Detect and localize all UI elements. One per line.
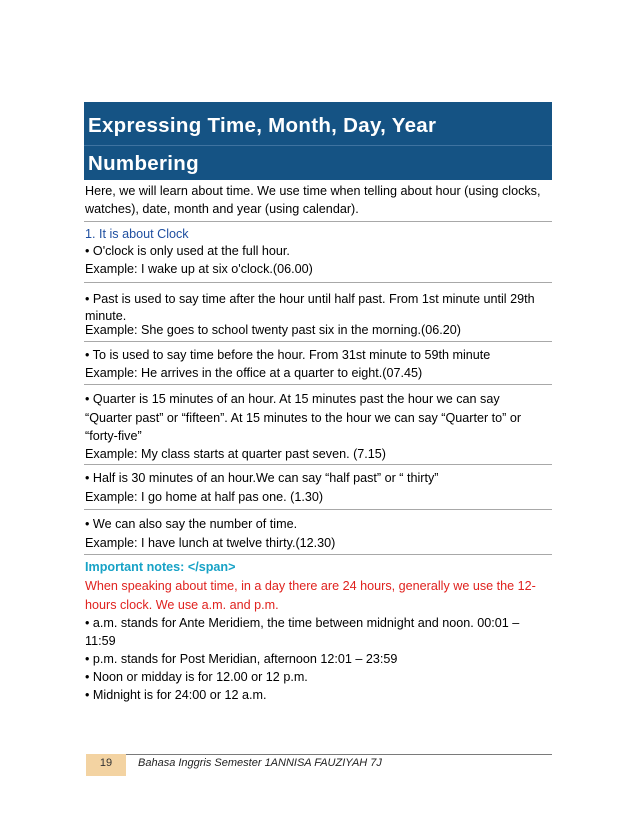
divider	[84, 384, 552, 385]
pm-note: • p.m. stands for Post Meridian, afternoon 12:01 – 23:59	[85, 652, 398, 666]
page-title-line-2: Numbering	[88, 152, 199, 175]
to-rule: • To is used to say time before the hour. From 31st minute to 59th minute	[85, 348, 491, 362]
notes-red-line-2: hours clock. We use a.m. and p.m.	[85, 598, 279, 612]
noon-note: • Noon or midday is for 12.00 or 12 p.m.	[85, 670, 308, 684]
quarter-example: Example: My class starts at quarter past seven. (7.15)	[85, 447, 386, 461]
past-rule-line-2: minute.	[85, 309, 127, 323]
divider	[84, 282, 552, 283]
oclock-example: Example: I wake up at six o'clock.(06.00)	[85, 262, 313, 276]
divider	[84, 221, 552, 222]
past-example: Example: She goes to school twenty past six in the morning.(06.20)	[85, 323, 461, 337]
number-rule: • We can also say the number of time.	[85, 517, 298, 531]
to-example: Example: He arrives in the office at a quarter to eight.(07.45)	[85, 366, 423, 380]
midnight-note: • Midnight is for 24:00 or 12 a.m.	[85, 688, 267, 702]
notes-red-line-1: When speaking about time, in a day there are 24 hours, generally we use the 12-	[85, 579, 536, 593]
divider	[84, 341, 552, 342]
section-heading-clock: 1. It is about Clock	[85, 227, 189, 241]
am-note-line-1: • a.m. stands for Ante Meridiem, the time between midnight and noon. 00:01 –	[85, 616, 520, 630]
number-example: Example: I have lunch at twelve thirty.(12.30)	[85, 536, 336, 550]
half-rule: • Half is 30 minutes of an hour.We can say “half past” or “ thirty”	[85, 471, 439, 485]
quarter-rule-line-2: “Quarter past” or “fifteen”. At 15 minutes to the hour we can say “Quarter to” or	[85, 411, 522, 425]
divider	[84, 509, 552, 510]
intro-line-1: Here, we will learn about time. We use time when telling about hour (using clocks,	[85, 184, 541, 198]
divider	[84, 554, 552, 555]
page-title-line-1: Expressing Time, Month, Day, Year	[88, 114, 437, 137]
quarter-rule-line-1: • Quarter is 15 minutes of an hour. At 15 minutes past the hour we can say	[85, 392, 500, 406]
past-rule-line-1: • Past is used to say time after the hour until half past. From 1st minute until 29th	[85, 292, 535, 306]
am-note-line-2: 11:59	[85, 634, 116, 648]
important-notes-heading: Important notes: </span>	[85, 560, 236, 574]
footer-text: Bahasa Inggris Semester 1ANNISA FAUZIYAH 7J	[138, 757, 382, 769]
quarter-rule-line-3: “forty-five”	[85, 429, 142, 443]
oclock-rule: • O'clock is only used at the full hour.	[85, 244, 290, 258]
title-divider	[84, 145, 552, 146]
footer-rule	[126, 754, 552, 755]
divider	[84, 464, 552, 465]
page-number: 19	[99, 757, 113, 769]
half-example: Example: I go home at half pas one. (1.30)	[85, 490, 324, 504]
intro-line-2: watches), date, month and year (using calendar).	[85, 202, 359, 216]
